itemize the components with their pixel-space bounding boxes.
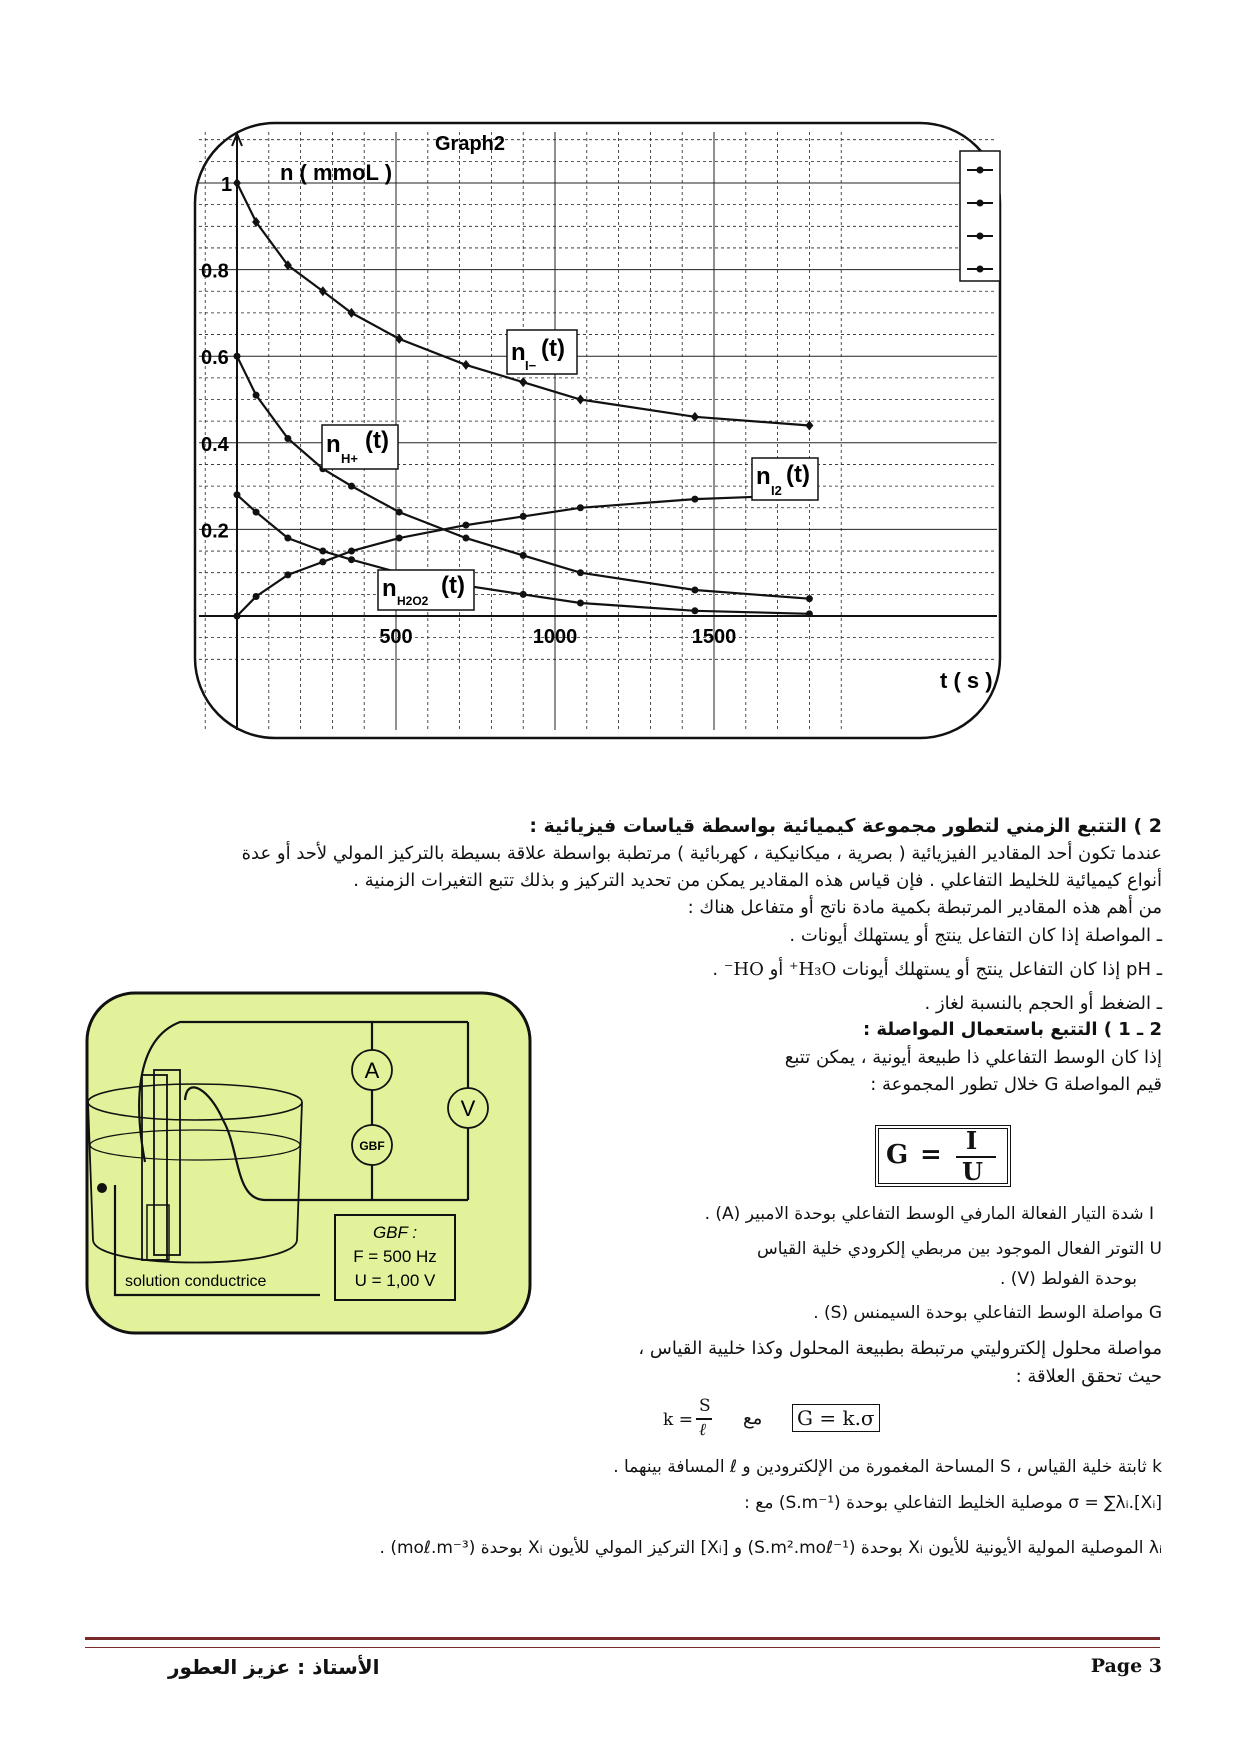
y-tick-label: 0.6 (201, 347, 229, 370)
footer-page-number: Page 3 (1090, 1655, 1162, 1677)
y-tick-label: 0.4 (201, 433, 229, 456)
definition-i: I شدة التيار الفعالة المارفي الوسط التفاعلي بوحدة الامبير (A) . (704, 1204, 1154, 1224)
voltmeter-label: V (460, 1096, 476, 1121)
solution-label: solution conductrice (125, 1273, 267, 1290)
data-point-nI2 (348, 548, 355, 555)
conductivity-cell-diagram (85, 990, 535, 1340)
data-point-nI2 (284, 571, 291, 578)
label-nI2 (752, 458, 818, 500)
svg-text:n: n (511, 339, 526, 366)
chart-frame (195, 123, 1000, 738)
paragraph-3-line-1: إذا كان الوسط التفاعلي ذا طبيعة أيونية ، يمكن تتبع (784, 1047, 1162, 1068)
data-point-nH2O2 (234, 491, 241, 498)
data-point-nI2 (234, 613, 241, 620)
y-tick-label: 0.2 (201, 520, 229, 543)
definition-sigma: σ = ∑λᵢ.[Xᵢ] موصلية الخليط التفاعلي بوحدة (S.m⁻¹) مع : (744, 1493, 1162, 1513)
label-nH2O2 (378, 570, 474, 610)
data-point-nH2O2 (520, 591, 527, 598)
x-tick-label: 500 (379, 626, 413, 648)
x-tick-label: 1500 (691, 626, 737, 648)
data-point-nH+ (253, 392, 260, 399)
sub-heading: 2 ـ 1 ) التتبع باستعمال المواصلة : (862, 1019, 1162, 1040)
paragraph-1-line-1: عندما تكون أحد المقادير الفيزيائية ( بصرية ، ميكانيكية ، كهربائية ) مرتطبة بواسطة علاقة بسيطة بالتركيز المولي لأحد أو عدة (241, 843, 1162, 864)
chart-overlay-title: Graph2 (435, 133, 506, 155)
generator-label: GBF (359, 1139, 385, 1153)
bullet-pressure: ـ الضغط أو الحجم بالنسبة لغاز . (924, 993, 1162, 1014)
svg-text:I−: I− (525, 358, 537, 373)
data-point-nI2 (577, 504, 584, 511)
definition-g: G مواصلة الوسط التفاعلي بوحدة السيمنس (S) . (813, 1303, 1162, 1323)
data-point-nH+ (462, 535, 469, 542)
y-tick-label: 0.8 (201, 260, 229, 283)
svg-text:(t): (t) (365, 427, 389, 454)
footer-rule (85, 1637, 1160, 1648)
svg-text:(t): (t) (786, 461, 810, 488)
paragraph-4-line-2: حيث تحقق العلاقة : (1015, 1366, 1162, 1387)
definition-u-line-1: U التوتر الفعال الموجود بين مربطي إلكرودي خلية القياس (756, 1239, 1162, 1259)
data-point-nI2 (462, 522, 469, 529)
data-point-nH+ (577, 569, 584, 576)
data-point-nI2 (691, 496, 698, 503)
data-point-nH+ (396, 509, 403, 516)
data-point-nH+ (691, 587, 698, 594)
data-point-nH+ (806, 595, 813, 602)
relation-k: k = S ℓ (663, 1396, 711, 1440)
ammeter-label: A (364, 1058, 380, 1083)
svg-text:F = 500 Hz: F = 500 Hz (353, 1247, 437, 1266)
definition-u-line-2: بوحدة الفولط (V) . (1000, 1269, 1137, 1289)
data-point-nH+ (348, 483, 355, 490)
y-tick-label: 1 (221, 174, 233, 196)
paragraph-1-line-2: أنواع كيميائية للخليط التفاعلي . فإن قياس هذه المقادير يمكن من تحديد التركيز و بذلك تتبع التغيرات الزمنية . (353, 870, 1162, 891)
data-point-nH+ (520, 552, 527, 559)
data-point-nH2O2 (691, 607, 698, 614)
label-nI (507, 330, 577, 374)
bullet-conductance: ـ المواصلة إذا كان التفاعل ينتج أو يستهلك أيونات . (789, 925, 1162, 946)
data-point-nH+ (234, 353, 241, 360)
data-point-nH2O2 (577, 600, 584, 607)
data-point-nI2 (520, 513, 527, 520)
definition-lambda: λᵢ الموصلية المولية الأيونية للأيون Xᵢ بوحدة (S.m².moℓ⁻¹) و [Xᵢ] التركيز المولي للأيون Xᵢ بوحدة (moℓ.m⁻³) . (379, 1538, 1162, 1558)
label-nH (322, 425, 398, 469)
svg-text:U = 1,00 V: U = 1,00 V (354, 1271, 436, 1290)
chart-legend (960, 151, 1000, 281)
concentration-chart (185, 118, 1015, 743)
definition-k: k ثابتة خلية القياس ، S المساحة المغمورة من الإلكترودين و ℓ المسافة بينهما . (613, 1457, 1162, 1477)
svg-text:n: n (756, 463, 771, 490)
svg-text:n: n (382, 575, 397, 602)
x-tick-label: 1000 (532, 626, 578, 648)
svg-text:(t): (t) (541, 335, 565, 362)
data-point-nI2 (253, 593, 260, 600)
data-point-nH2O2 (806, 610, 813, 617)
bullet-ph: ـ pH إذا كان التفاعل ينتج أو يستهلك أيونات H₃O⁺ أو HO⁻ . (712, 959, 1162, 980)
data-point-nH2O2 (348, 556, 355, 563)
svg-text:n: n (326, 431, 341, 458)
data-point-nH2O2 (319, 548, 326, 555)
section-heading: 2 ) التتبع الزمني لتطور مجموعة كيميائية بواسطة قياسات فيزيائية : (529, 815, 1162, 837)
x-axis-label: t ( s ) (940, 668, 993, 693)
footer-author: الأستاذ : عزيز العطور (168, 1655, 380, 1679)
relation-g-k-sigma: G = k.σ (792, 1404, 880, 1432)
svg-text:H2O2: H2O2 (397, 594, 429, 608)
svg-text:(t): (t) (441, 572, 465, 599)
data-point-nI2 (319, 558, 326, 565)
y-axis-label: n ( mmoL ) (280, 160, 393, 185)
paragraph-2: من أهم هذه المقادير المرتبطة بكمية مادة ناتج أو متفاعل هناك : (687, 897, 1162, 918)
data-point-nI2 (396, 535, 403, 542)
probe-contact (97, 1183, 107, 1193)
formula-g-i-u: G = I U (875, 1125, 1011, 1187)
svg-text:H+: H+ (341, 451, 358, 466)
paragraph-4-line-1: مواصلة محلول إلكتروليتي مرتبطة بطبيعة المحلول وكذا خليية القياس ، (638, 1338, 1162, 1359)
data-point-nH+ (284, 435, 291, 442)
svg-text:I2: I2 (771, 483, 782, 498)
data-point-nH2O2 (253, 509, 260, 516)
paragraph-3-line-2: قيم المواصلة G خلال تطور المجموعة : (870, 1074, 1162, 1095)
data-point-nH2O2 (284, 535, 291, 542)
relation-with: مع (743, 1408, 763, 1429)
svg-text:GBF :: GBF : (372, 1223, 418, 1242)
